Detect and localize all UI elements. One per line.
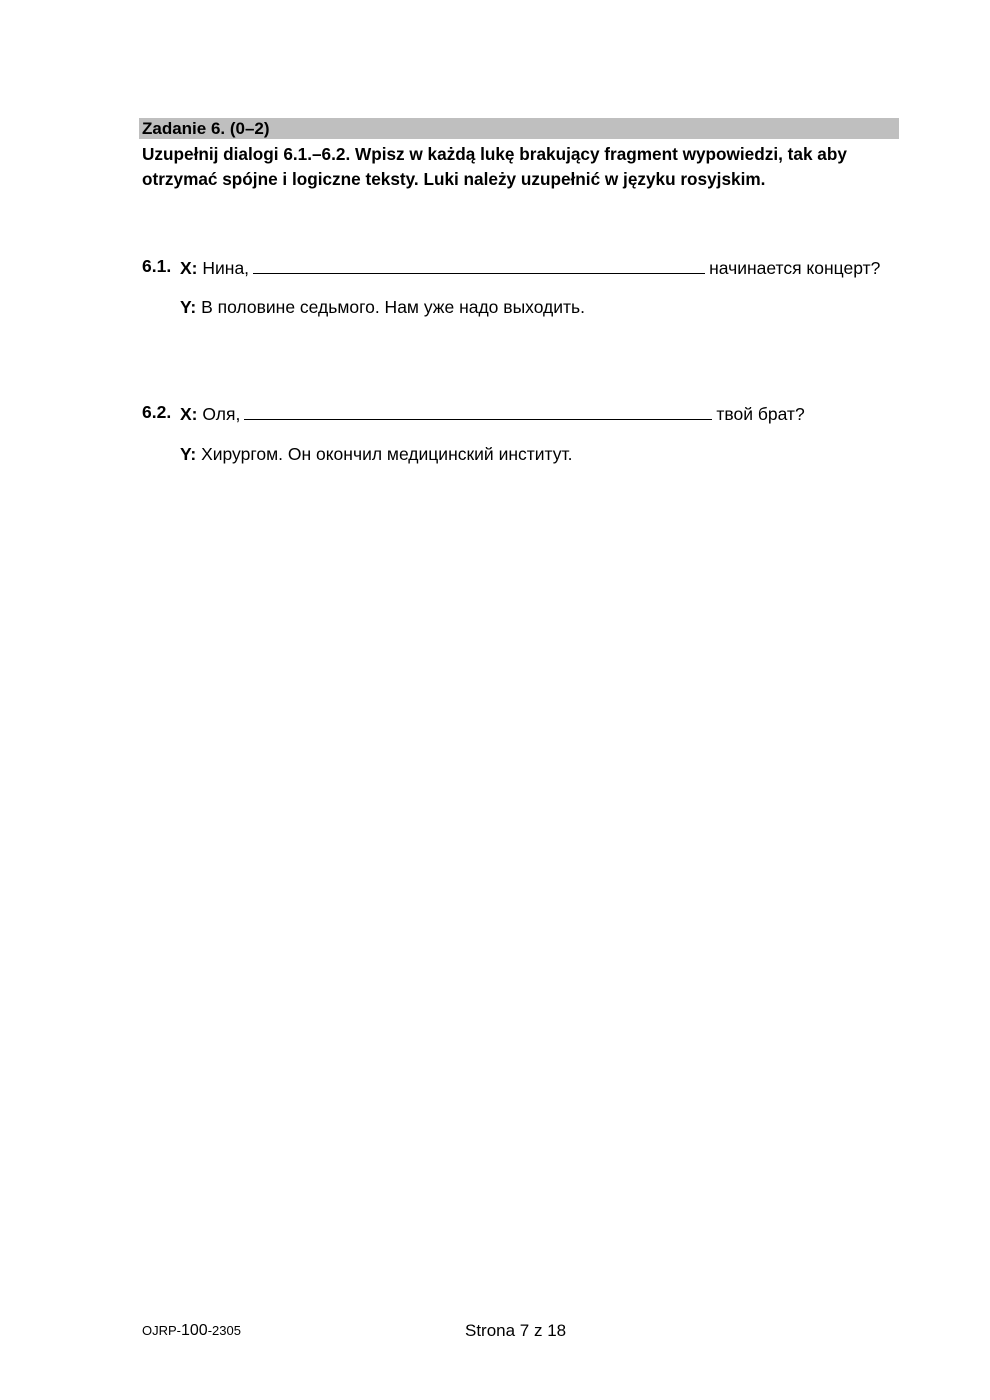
dialog-y-line (180, 296, 585, 318)
y-text: В половине седьмого. Нам уже надо выходить. (201, 297, 586, 317)
x-text-after: начинается концерт? (709, 258, 881, 278)
exam-code (142, 1321, 241, 1341)
page-number: Strona 7 z 18 (465, 1321, 567, 1340)
exam-code-suffix: -2305 (207, 1323, 241, 1338)
x-text-before: Оля, (202, 404, 241, 424)
dialog-number: 6.2. (142, 402, 172, 422)
task-instruction: Uzupełnij dialogi 6.1.–6.2. Wpisz w każdą lukę brakujący fragment wypowiedzi, tak aby otrzymać spójne i logiczne teksty. Luki należy uzupełnić w języku rosyjskim. (142, 144, 847, 189)
exam-code-prefix: OJRP- (142, 1323, 181, 1338)
speaker-y-label: Y: (180, 444, 197, 464)
x-text-after: твой брат? (716, 404, 805, 424)
speaker-x-label: X: (180, 404, 198, 424)
dialog-x-line (180, 255, 880, 279)
x-text-before: Нина, (202, 258, 250, 278)
dialog-number: 6.1. (142, 256, 172, 276)
task-title: Zadanie 6. (0–2) (139, 118, 899, 139)
dialog-y-line (180, 443, 572, 465)
answer-gap-field[interactable] (244, 401, 712, 420)
y-text: Хирургом. Он окончил медицинский институт. (201, 444, 573, 464)
speaker-x-label: X: (180, 258, 198, 278)
speaker-y-label: Y: (180, 297, 197, 317)
dialog-x-line (180, 401, 805, 425)
exam-code-mid: 100 (181, 1322, 208, 1339)
answer-gap-field[interactable] (253, 255, 705, 274)
